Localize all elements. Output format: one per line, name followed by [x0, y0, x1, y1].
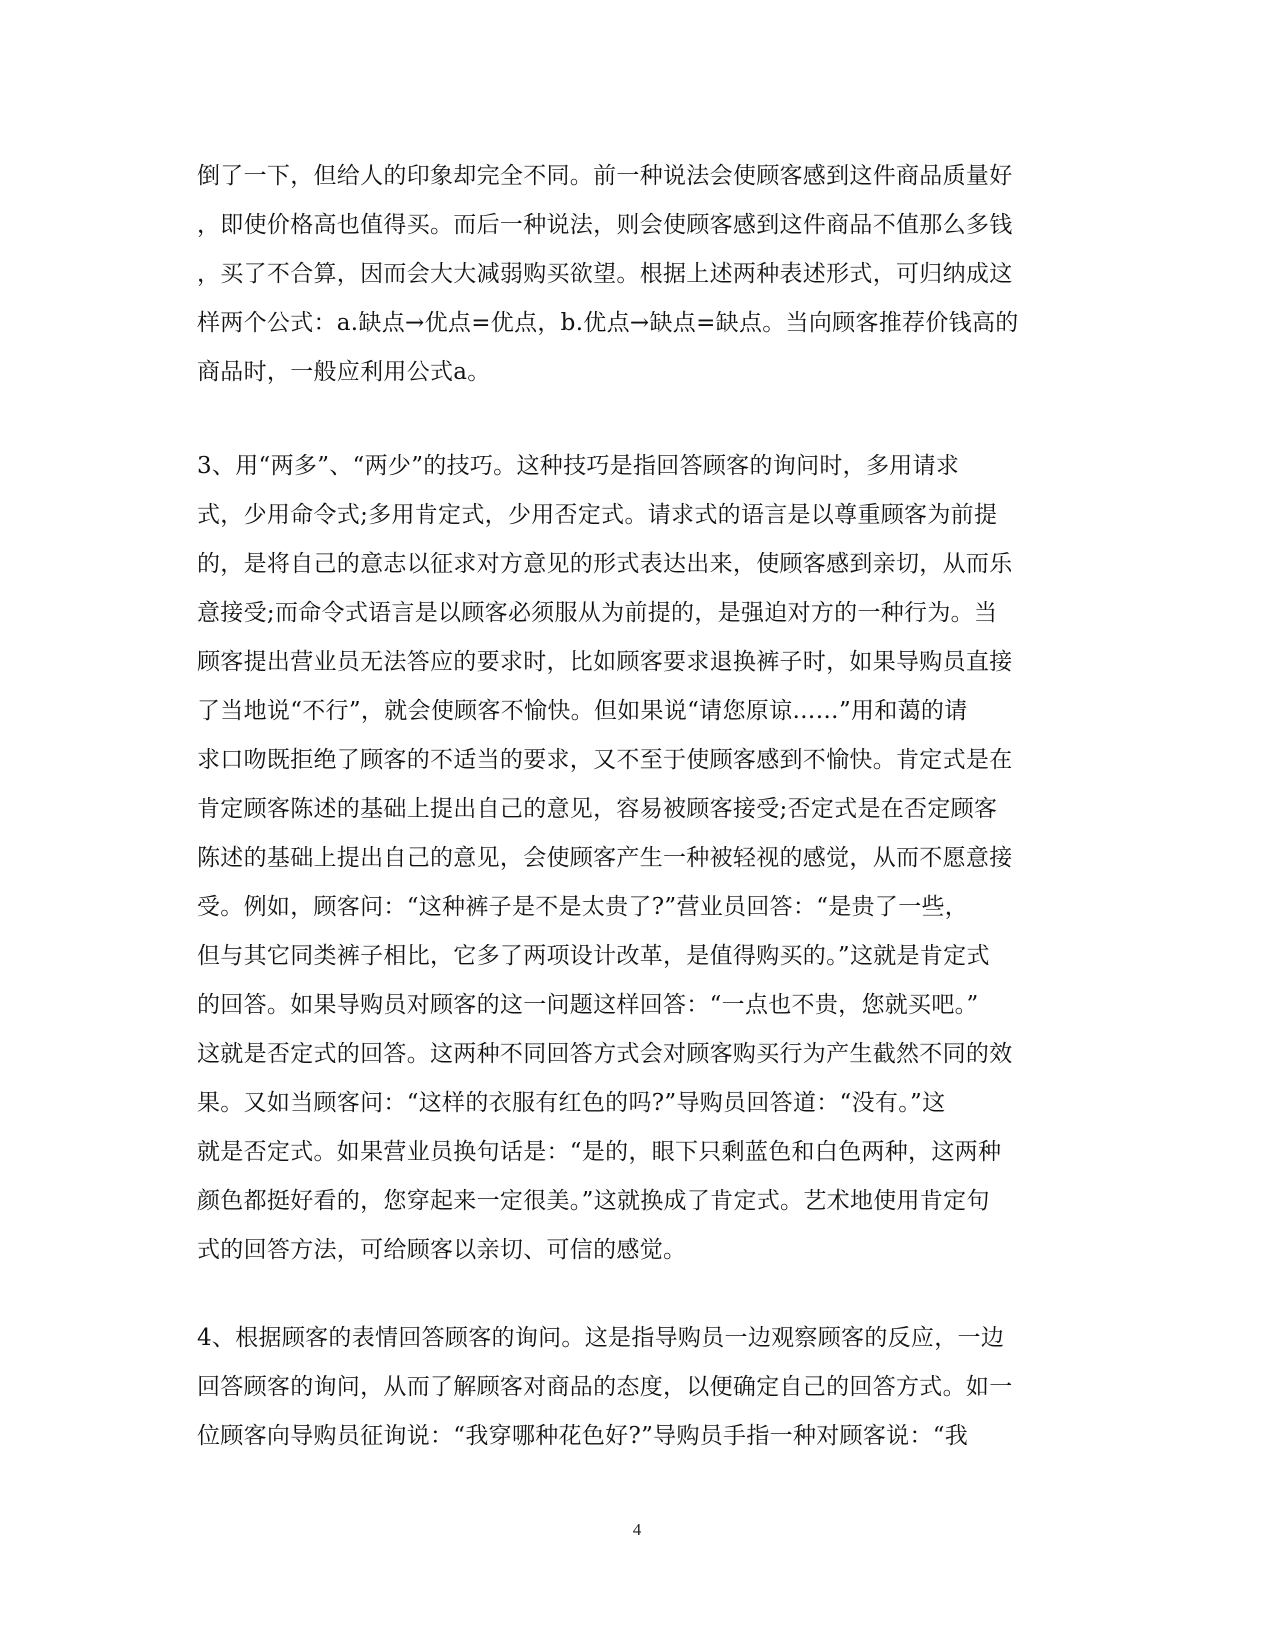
text-line: 式的回答方法，可给顾客以亲切、可信的感觉。	[197, 1237, 687, 1263]
text-line: 3、用“两多”、“两少”的技巧。这种技巧是指回答顾客的询问时，多用请求	[197, 453, 960, 479]
text-line: 就是否定式。如果营业员换句话是：“是的，眼下只剩蓝色和白色两种，这两种	[197, 1139, 1002, 1165]
page-number: 4	[632, 1520, 642, 1539]
text-line: 陈述的基础上提出自己的意见，会使顾客产生一种被轻视的感觉，从而不愿意接	[197, 845, 1013, 871]
text-line: ，即使价格高也值得买。而后一种说法，则会使顾客感到这件商品不值那么多钱	[197, 212, 1013, 238]
text-line: 果。又如当顾客问：“这样的衣服有红色的吗?”导购员回答道：“没有。”这	[197, 1090, 946, 1116]
text-line: 受。例如，顾客问：“这种裤子是不是太贵了?”营业员回答：“是贵了一些，	[197, 894, 969, 920]
text-line: 顾客提出营业员无法答应的要求时，比如顾客要求退换裤子时，如果导购员直接	[197, 649, 1013, 675]
paragraph-formula	[197, 152, 1077, 397]
text-line: 这就是否定式的回答。这两种不同回答方式会对顾客购买行为产生截然不同的效	[197, 1041, 1013, 1067]
text-line: 求口吻既拒绝了顾客的不适当的要求，又不至于使顾客感到不愉快。肯定式是在	[197, 747, 1013, 773]
text-line: 了当地说“不行”，就会使顾客不愉快。但如果说“请您原谅……”用和蔼的请	[197, 698, 968, 724]
text-line: 回答顾客的询问，从而了解顾客对商品的态度，以便确定自己的回答方式。如一	[197, 1374, 1013, 1400]
text-line: 颜色都挺好看的，您穿起来一定很美。”这就换成了肯定式。艺术地使用肯定句	[197, 1188, 990, 1214]
text-line: 肯定顾客陈述的基础上提出自己的意见，容易被顾客接受;否定式是在否定顾客	[197, 796, 998, 822]
paragraph-section-4	[197, 1314, 1077, 1461]
text-line: 式，少用命令式;多用肯定式，少用否定式。请求式的语言是以尊重顾客为前提	[197, 502, 998, 528]
text-line: ，买了不合算，因而会大大减弱购买欲望。根据上述两种表述形式，可归纳成这	[197, 261, 1013, 287]
text-line: 样两个公式：a.缺点→优点=优点，b.优点→缺点=缺点。当向顾客推荐价钱高的	[197, 310, 1019, 336]
text-line: 的回答。如果导购员对顾客的这一问题这样回答：“一点也不贵，您就买吧。”	[197, 992, 979, 1018]
paragraph-section-3	[197, 442, 1077, 1275]
text-line: 意接受;而命令式语言是以顾客必须服从为前提的，是强迫对方的一种行为。当	[197, 600, 998, 626]
text-line: 的，是将自己的意志以征求对方意见的形式表达出来，使顾客感到亲切，从而乐	[197, 551, 1013, 577]
text-line: 位顾客向导购员征询说：“我穿哪种花色好?”导购员手指一种对顾客说：“我	[197, 1423, 969, 1449]
text-line: 但与其它同类裤子相比，它多了两项设计改革，是值得购买的。”这就是肯定式	[197, 943, 990, 969]
text-line: 倒了一下，但给人的印象却完全不同。前一种说法会使顾客感到这件商品质量好	[197, 163, 1013, 189]
text-line: 4、根据顾客的表情回答顾客的询问。这是指导购员一边观察顾客的反应，一边	[197, 1325, 1005, 1351]
text-line: 商品时，一般应利用公式a。	[197, 359, 491, 385]
